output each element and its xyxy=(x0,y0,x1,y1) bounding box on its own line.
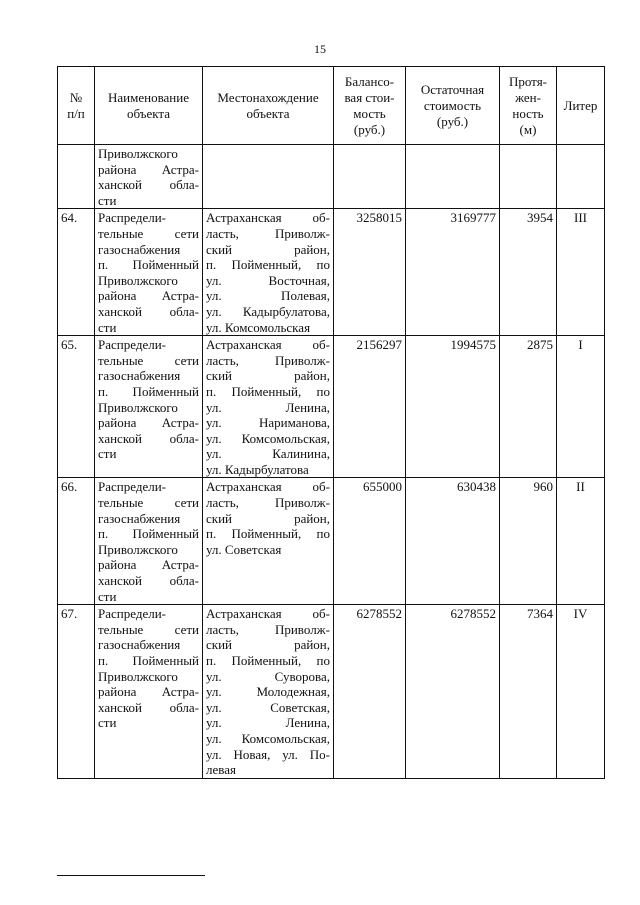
text-line: Литер xyxy=(563,97,598,113)
text-line: ул. Новая, ул. По- xyxy=(206,746,330,762)
text-line: Приволжского xyxy=(98,668,178,684)
text-line: ласть, Приволж- xyxy=(206,352,330,368)
header-name xyxy=(95,67,203,145)
cell-liter xyxy=(557,145,605,209)
text-line: Балансо- xyxy=(344,73,395,89)
header-num xyxy=(58,67,95,145)
header-location xyxy=(203,67,334,145)
cell-balance: 3258015 xyxy=(334,209,406,336)
text-line: сти xyxy=(98,319,117,335)
text-line: ул. Комсомольская, xyxy=(206,430,330,446)
text-line: ский район, xyxy=(206,637,330,653)
text-line: Распредели- xyxy=(98,479,166,495)
header-liter xyxy=(557,67,605,145)
text-line: вая стои- xyxy=(344,89,395,105)
text-line: ул. Суворова, xyxy=(206,668,330,684)
header-residual-value xyxy=(406,67,500,145)
text-line: Остаточная xyxy=(420,81,485,97)
text-line: п. Пойменный, по xyxy=(206,383,330,399)
text-line: тельные сети xyxy=(98,621,199,637)
cell-residual: 6278552 xyxy=(406,605,500,779)
footnote-separator xyxy=(57,875,205,876)
text-line: ул. Ленина, xyxy=(206,715,330,731)
text-line: ул. Комсомольская xyxy=(206,319,311,335)
text-line: п. Пойменный xyxy=(98,653,199,668)
text-line: п. Пойменный, по xyxy=(206,653,330,668)
table-row xyxy=(58,478,605,605)
header-length xyxy=(500,67,557,145)
cell-num xyxy=(58,145,95,209)
text-line: ул. Молодежная, xyxy=(206,684,330,700)
text-line: стоимость xyxy=(423,97,482,113)
text-line: ул. Полевая, xyxy=(206,288,330,304)
cell-liter: II xyxy=(557,478,605,605)
text-line: № xyxy=(69,89,83,105)
text-line: ул. Нариманова, xyxy=(206,415,330,431)
text-line: Наименование xyxy=(108,89,189,105)
text-line: ханской обла- xyxy=(98,573,199,589)
text-line: ханской обла- xyxy=(98,699,199,715)
text-line: ул. Советская, xyxy=(206,699,330,715)
cell-residual: 3169777 xyxy=(406,209,500,336)
text-line: ул. Кадырбулатова xyxy=(206,461,309,477)
text-line: ул. Ленина, xyxy=(206,399,330,415)
text-line: Распредели- xyxy=(98,337,166,353)
text-line: п. Пойменный xyxy=(98,257,199,273)
text-line: тельные сети xyxy=(98,352,199,368)
text-line: левая xyxy=(206,762,236,778)
text-line: ласть, Приволж- xyxy=(206,495,330,511)
text-line: сти xyxy=(98,588,117,604)
text-line: ский район, xyxy=(206,241,330,257)
cell-num: 67. xyxy=(58,605,95,779)
text-line: п. Пойменный, по xyxy=(206,257,330,273)
text-line: п. Пойменный xyxy=(98,383,199,399)
text-line: объекта xyxy=(246,105,290,121)
table-row xyxy=(58,336,605,478)
cell-name xyxy=(95,478,203,605)
cell-residual: 630438 xyxy=(406,478,500,605)
text-line: ул. Комсомольская, xyxy=(206,730,330,746)
cell-num: 66. xyxy=(58,478,95,605)
text-line: ханской обла- xyxy=(98,303,199,319)
text-line: газоснабжения xyxy=(98,241,181,257)
cell-length: 2875 xyxy=(500,336,557,478)
table-row xyxy=(58,605,605,779)
table-body xyxy=(58,145,605,779)
text-line: Распредели- xyxy=(98,606,166,622)
text-line: газоснабжения xyxy=(98,510,181,526)
cell-length: 960 xyxy=(500,478,557,605)
cell-balance: 2156297 xyxy=(334,336,406,478)
cell-location xyxy=(203,209,334,336)
text-line: сти xyxy=(98,192,117,208)
text-line: газоснабжения xyxy=(98,368,181,384)
text-line: п. Пойменный, по xyxy=(206,526,330,542)
text-line: (руб.) xyxy=(353,121,386,137)
text-line: мость xyxy=(353,105,386,121)
cell-liter: III xyxy=(557,209,605,336)
cell-length: 7364 xyxy=(500,605,557,779)
text-line: Астраханская об- xyxy=(206,337,330,353)
text-line: п. Пойменный xyxy=(98,526,199,542)
text-line: Астраханская об- xyxy=(206,210,330,226)
cell-liter: IV xyxy=(557,605,605,779)
cell-location xyxy=(203,336,334,478)
text-line: Приволжского xyxy=(98,146,178,161)
text-line: Приволжского xyxy=(98,272,178,288)
text-line: района Астра- xyxy=(98,557,199,573)
text-line: ский район, xyxy=(206,510,330,526)
cell-length: 3954 xyxy=(500,209,557,336)
text-line: ханской обла- xyxy=(98,430,199,446)
text-line: ханской обла- xyxy=(98,177,199,193)
cell-num: 65. xyxy=(58,336,95,478)
cell-length xyxy=(500,145,557,209)
text-line: тельные сети xyxy=(98,225,199,241)
cell-name xyxy=(95,209,203,336)
text-line: газоснабжения xyxy=(98,637,181,653)
table-row xyxy=(58,209,605,336)
text-line: района Астра- xyxy=(98,161,199,177)
text-line: ул. Советская xyxy=(206,541,282,557)
text-line: сти xyxy=(98,446,117,462)
text-line: Астраханская об- xyxy=(206,606,330,622)
text-line: Приволжского xyxy=(98,541,178,557)
text-line: п/п xyxy=(67,105,85,121)
cell-location xyxy=(203,605,334,779)
text-line: Приволжского xyxy=(98,399,178,415)
property-registry-table xyxy=(57,66,605,779)
cell-balance xyxy=(334,145,406,209)
text-line: жен- xyxy=(515,89,541,105)
cell-liter: I xyxy=(557,336,605,478)
text-line: объекта xyxy=(126,105,171,121)
text-line: ласть, Приволж- xyxy=(206,225,330,241)
header-balance-value xyxy=(334,67,406,145)
text-line: ность xyxy=(512,105,544,121)
cell-num: 64. xyxy=(58,209,95,336)
text-line: ский район, xyxy=(206,368,330,384)
text-line: ласть, Приволж- xyxy=(206,621,330,637)
text-line: Распредели- xyxy=(98,210,166,226)
text-line: Протя- xyxy=(508,73,548,89)
text-line: сти xyxy=(98,715,117,731)
cell-balance: 6278552 xyxy=(334,605,406,779)
cell-location xyxy=(203,478,334,605)
text-line: ул. Калинина, xyxy=(206,446,330,462)
cell-name xyxy=(95,145,203,209)
text-line: района Астра- xyxy=(98,415,199,431)
cell-balance: 655000 xyxy=(334,478,406,605)
text-line: Местонахождение xyxy=(217,89,319,105)
continuation-row xyxy=(58,145,605,209)
text-line: района Астра- xyxy=(98,288,199,304)
text-line: Астраханская об- xyxy=(206,479,330,495)
cell-residual xyxy=(406,145,500,209)
table-header xyxy=(58,67,605,145)
cell-location xyxy=(203,145,334,209)
text-line: района Астра- xyxy=(98,684,199,700)
text-line: ул. Кадырбулатова, xyxy=(206,303,330,319)
text-line: (м) xyxy=(519,121,537,137)
page-number: 15 xyxy=(314,42,326,56)
cell-name xyxy=(95,336,203,478)
text-line: (руб.) xyxy=(436,113,469,129)
cell-residual: 1994575 xyxy=(406,336,500,478)
text-line: тельные сети xyxy=(98,495,199,511)
text-line: ул. Восточная, xyxy=(206,272,330,288)
cell-name xyxy=(95,605,203,779)
